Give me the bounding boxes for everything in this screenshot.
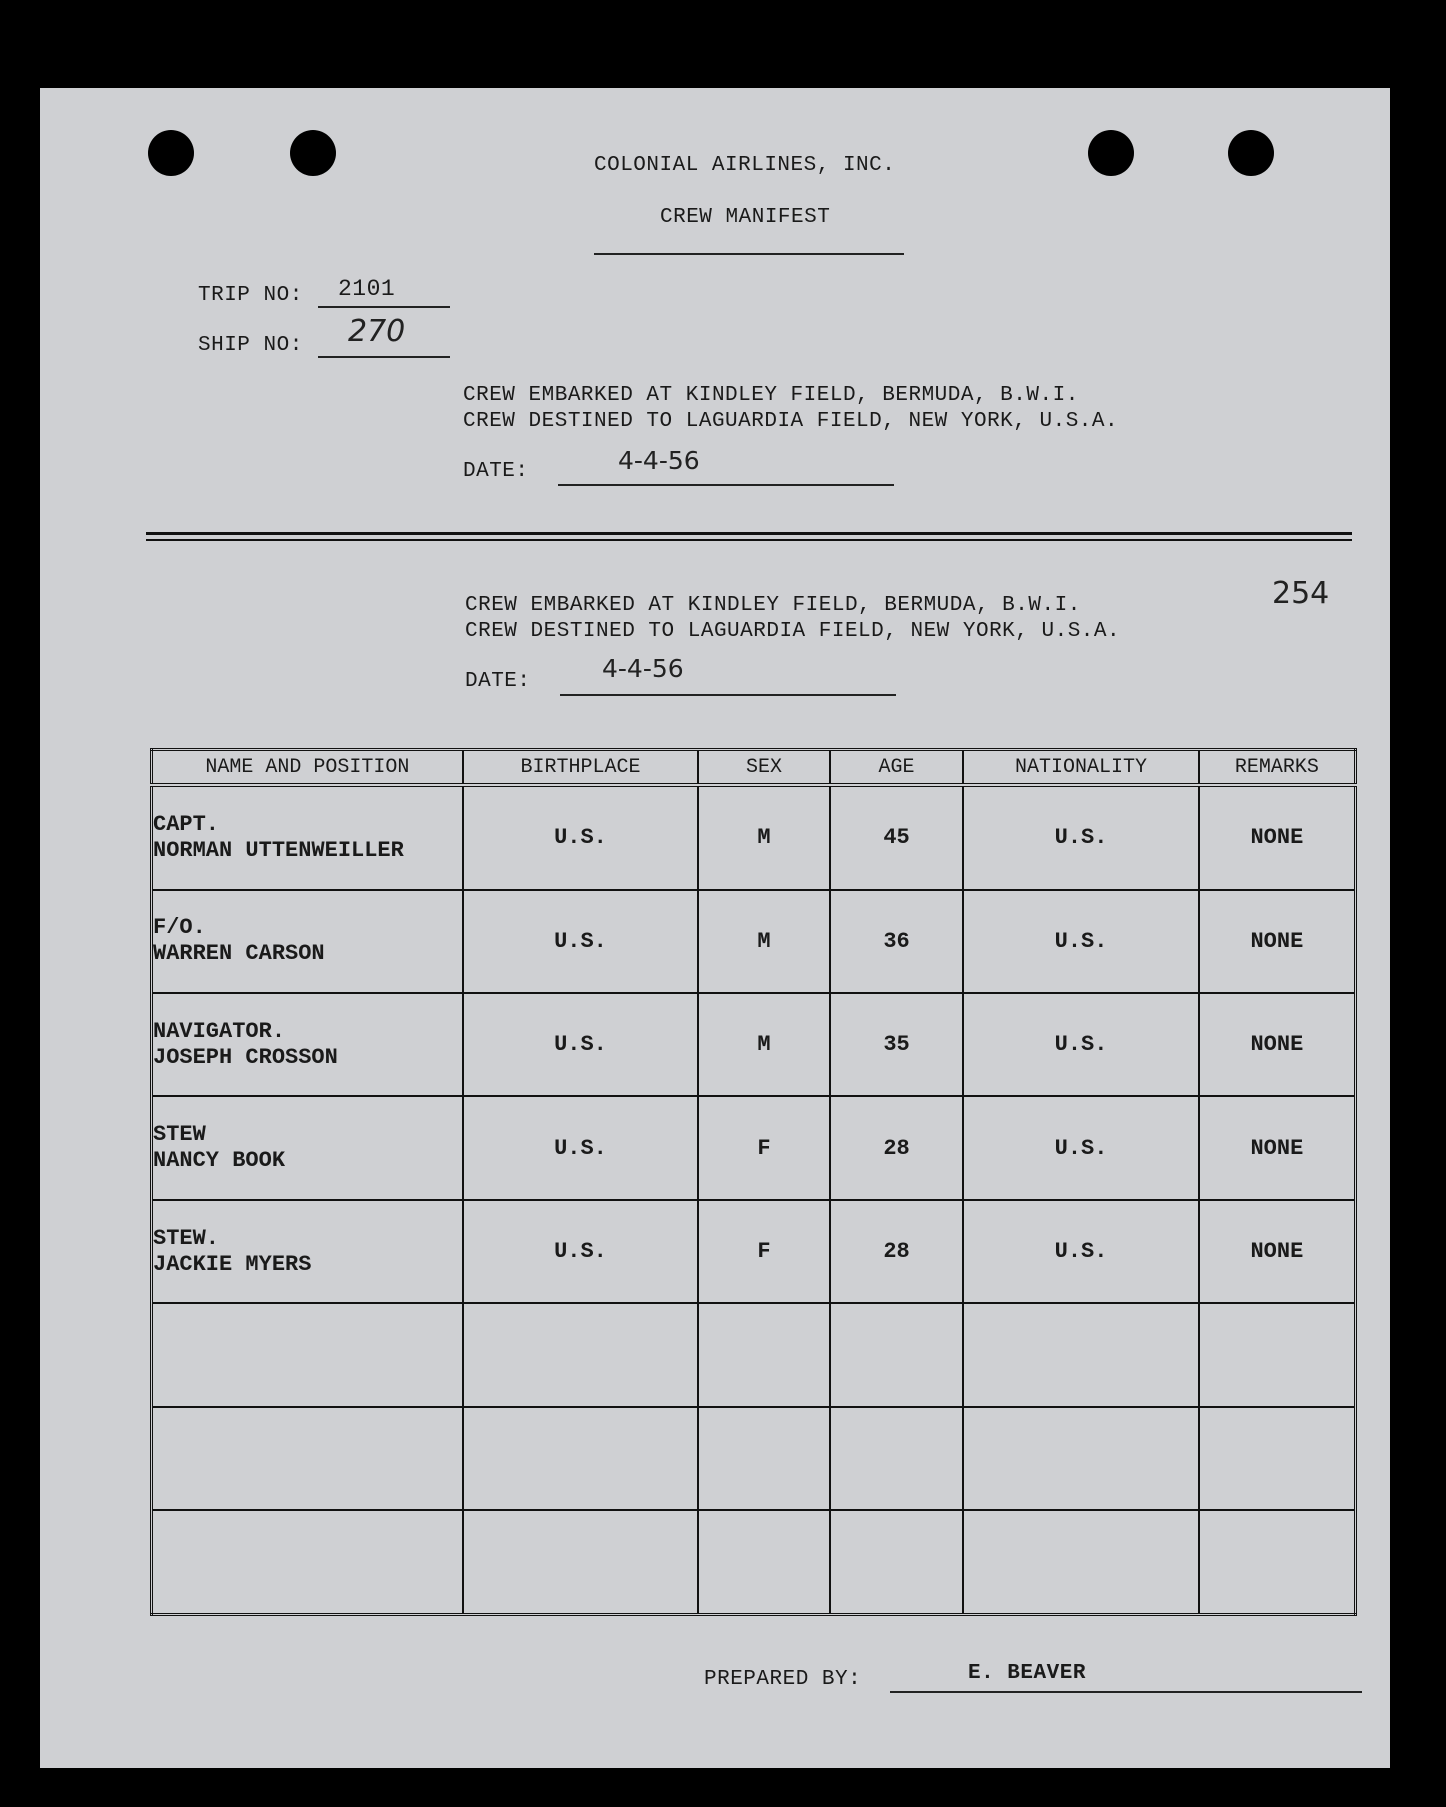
crew-name: NANCY BOOK [153,1148,286,1174]
top-embarked: CREW EMBARKED AT KINDLEY FIELD, BERMUDA, B.W.I. [463,384,1079,407]
cell-sex: M [698,890,830,993]
trip-label: TRIP NO: [198,284,303,307]
empty-cell [152,1407,463,1510]
bottom-embarked: CREW EMBARKED AT KINDLEY FIELD, BERMUDA, B.W.I. [465,594,1081,617]
ship-value: 270 [348,314,406,349]
divider-rule [146,539,1352,541]
top-destined: CREW DESTINED TO LAGUARDIA FIELD, NEW YORK, U.S.A. [463,410,1119,433]
empty-cell [963,1303,1199,1406]
cell-sex: F [698,1200,830,1303]
crew-position: NAVIGATOR. [153,1018,286,1044]
empty-cell [1199,1303,1356,1406]
empty-cell [830,1510,964,1614]
crew-table [150,748,1357,1616]
empty-cell [152,1510,463,1614]
table-row [152,1200,1356,1303]
cell-remarks: NONE [1199,1200,1356,1303]
top-date-label: DATE: [463,460,529,483]
cell-name-position [152,993,463,1096]
prepared-label: PREPARED BY: [704,1668,862,1691]
empty-cell [1199,1510,1356,1614]
cell-nationality: U.S. [963,1096,1199,1199]
header-remarks: REMARKS [1199,750,1356,786]
bottom-destined: CREW DESTINED TO LAGUARDIA FIELD, NEW YORK, U.S.A. [465,620,1121,643]
cell-name-position [152,785,463,890]
top-date-underline [558,484,894,486]
cell-nationality: U.S. [963,993,1199,1096]
empty-cell [830,1303,964,1406]
empty-cell [463,1407,698,1510]
empty-row [152,1407,1356,1510]
empty-cell [698,1510,830,1614]
bottom-date-label: DATE: [465,670,531,693]
cell-birthplace: U.S. [463,890,698,993]
empty-cell [1199,1407,1356,1510]
ship-underline [318,356,450,358]
title-underline [594,253,904,255]
crew-name: JOSEPH CROSSON [153,1044,338,1070]
cell-age: 45 [830,785,964,890]
cell-age: 35 [830,993,964,1096]
cell-age: 36 [830,890,964,993]
header-sex: SEX [698,750,830,786]
cell-name-position [152,1096,463,1199]
crew-name: WARREN CARSON [153,941,325,967]
manifest-page [40,88,1390,1768]
crew-position: STEW. [153,1225,220,1251]
cell-birthplace: U.S. [463,1200,698,1303]
cell-nationality: U.S. [963,1200,1199,1303]
empty-cell [830,1407,964,1510]
table-row [152,890,1356,993]
cell-age: 28 [830,1200,964,1303]
cell-sex: M [698,785,830,890]
empty-cell [963,1407,1199,1510]
table-row [152,993,1356,1096]
trip-value: 2101 [338,276,396,302]
crew-name: NORMAN UTTENWEILLER [153,837,404,863]
cell-birthplace: U.S. [463,785,698,890]
empty-cell [463,1510,698,1614]
empty-cell [963,1510,1199,1614]
table-row [152,785,1356,890]
empty-cell [463,1303,698,1406]
cell-nationality: U.S. [963,785,1199,890]
empty-row [152,1510,1356,1614]
top-date-value: 4-4-56 [618,446,700,475]
ship-label: SHIP NO: [198,334,303,357]
prepared-underline [890,1691,1362,1693]
trip-underline [318,306,450,308]
cell-sex: F [698,1096,830,1199]
cell-remarks: NONE [1199,785,1356,890]
divider-rule [146,532,1352,535]
table-row [152,1096,1356,1199]
punch-hole [148,130,194,176]
table-header-row [152,750,1356,786]
cell-remarks: NONE [1199,993,1356,1096]
empty-cell [152,1303,463,1406]
company-name: COLONIAL AIRLINES, INC. [594,154,896,177]
cell-sex: M [698,993,830,1096]
header-nationality: NATIONALITY [963,750,1199,786]
cell-name-position [152,1200,463,1303]
prepared-value: E. BEAVER [968,1662,1086,1685]
header-name-position: NAME AND POSITION [152,750,463,786]
bottom-date-value: 4-4-56 [602,654,684,683]
punch-hole [290,130,336,176]
punch-hole [1088,130,1134,176]
page-number: 254 [1272,576,1330,611]
cell-birthplace: U.S. [463,1096,698,1199]
cell-remarks: NONE [1199,1096,1356,1199]
header-age: AGE [830,750,964,786]
crew-position: F/O. [153,915,206,941]
bottom-date-underline [560,694,896,696]
cell-birthplace: U.S. [463,993,698,1096]
header-birthplace: BIRTHPLACE [463,750,698,786]
empty-cell [698,1407,830,1510]
crew-position: CAPT. [153,811,220,837]
cell-age: 28 [830,1096,964,1199]
empty-row [152,1303,1356,1406]
cell-remarks: NONE [1199,890,1356,993]
empty-cell [698,1303,830,1406]
form-title: CREW MANIFEST [660,206,831,229]
crew-position: STEW [153,1122,206,1148]
cell-name-position [152,890,463,993]
cell-nationality: U.S. [963,890,1199,993]
punch-hole [1228,130,1274,176]
crew-name: JACKIE MYERS [153,1251,312,1277]
